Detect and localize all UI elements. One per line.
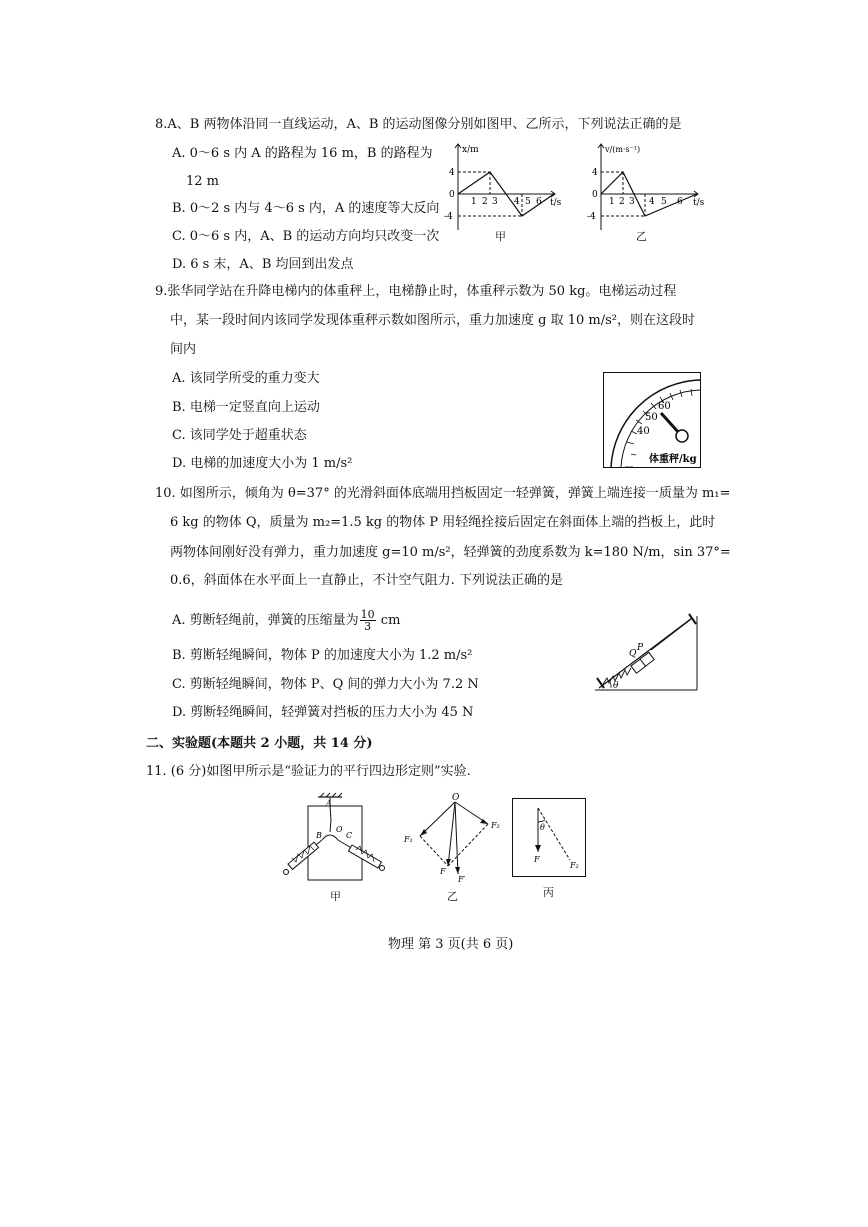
bing-label-theta: θ [540,823,545,832]
jia-tick-5: 5 [525,197,531,207]
yi-tick-neg4: -4 [587,212,596,222]
q10-stem-line1: 10. 如图所示，倾角为 θ=37° 的光滑斜面体底端用挡板固定一轻弹簧，弹簧上端连接一质量为 m₁= [155,486,731,501]
q8-graph-yi [583,140,713,240]
q8-graph-jia [440,140,570,240]
q10-option-d: D. 剪断轻绳瞬间，轻弹簧对挡板的压力大小为 45 N [172,705,474,720]
yi-tick-5: 5 [661,197,667,207]
q9-option-c: C. 该同学处于超重状态 [172,428,307,443]
q10-option-a [172,609,400,632]
yi-tick-2: 2 [619,197,625,207]
yi-label-o: O [452,793,460,803]
section-experiment-title: 二、实验题(本题共 2 小题，共 14 分) [146,736,373,751]
bing-label-f2: F₂ [570,861,579,870]
q8-option-c: C. 0～6 s 内，A、B 的运动方向均只改变一次 [172,229,440,244]
q11-caption-jia: 甲 [330,890,341,903]
q11-figure-yi [400,792,510,884]
q10-stem-line2: 6 kg 的物体 Q，质量为 m₂=1.5 kg 的物体 P 用轻绳拴接后固定在斜面体上端的挡板上，此时 [170,515,716,530]
q8-stem: 8.A、B 两物体沿同一直线运动，A、B 的运动图像分别如图甲、乙所示，下列说法正确的是 [155,117,682,132]
fraction-numerator: 10 [360,608,375,621]
q10-option-b: B. 剪断轻绳瞬间，物体 P 的加速度大小为 1.2 m/s² [172,648,473,663]
yi-ylabel: v/(m·s⁻¹) [605,145,641,154]
jia-tick-3: 3 [492,197,498,207]
q9-scale-figure [603,372,701,468]
scale-num-40: 40 [637,426,650,437]
jia-label-c: C [346,831,353,840]
jia-label-b: B [316,831,322,840]
yi-label-f: F [440,867,446,876]
incline-label-theta: θ [613,681,619,691]
q11-caption-bing: 丙 [543,886,554,899]
q8-option-b: B. 0～2 s 内与 4～6 s 内，A 的速度等大反向 [172,201,440,216]
page-footer: 物理 第 3 页(共 6 页) [388,937,514,952]
q9-stem-line1: 9.张华同学站在升降电梯内的体重秤上，电梯静止时，体重秤示数为 50 kg。电梯运动过程 [155,284,677,299]
q9-option-b: B. 电梯一定竖直向上运动 [172,400,320,415]
q10-stem-line4: 0.6，斜面体在水平面上一直静止，不计空气阻力. 下列说法正确的是 [170,573,563,588]
q10-option-a-fraction [360,609,376,632]
yi-tick-6: 6 [677,197,683,207]
jia-tick-2: 2 [482,197,488,207]
q9-option-a: A. 该同学所受的重力变大 [172,371,320,386]
q8-caption-jia: 甲 [495,230,506,243]
jia-tick-1: 1 [471,197,477,207]
jia-label-a: A [326,799,332,808]
incline-label-p: P [637,643,644,653]
q9-option-d: D. 电梯的加速度大小为 1 m/s² [172,456,353,471]
q11-caption-yi: 乙 [447,890,458,903]
yi-xlabel: t/s [693,198,705,208]
yi-tick-4: 4 [592,168,598,178]
q10-option-c: C. 剪断轻绳瞬间，物体 P、Q 间的弹力大小为 7.2 N [172,677,479,692]
jia-label-o: O [336,825,343,834]
jia-tick-4: 4 [449,168,455,178]
yi-tick-1: 1 [609,197,615,207]
scale-label: 体重秤/kg [649,454,697,465]
scale-num-50: 50 [645,412,658,423]
jia-tick-neg4: -4 [444,212,453,222]
jia-tick-4x: 4 [514,197,520,207]
q11-figure-bing [512,798,588,880]
q10-option-a-text: A. 剪断轻绳前，弹簧的压缩量为 [172,613,359,628]
yi-label-f2: F₂ [491,821,500,830]
yi-tick-3: 3 [629,197,635,207]
yi-tick-4x: 4 [649,197,655,207]
incline-label-q: Q [629,649,637,659]
q8-caption-yi: 乙 [636,230,647,243]
scale-num-60: 60 [658,401,671,412]
bing-label-f: F [534,855,540,864]
jia-xlabel: t/s [550,198,562,208]
jia-tick-0: 0 [449,190,455,200]
yi-label-fprime: F′ [458,875,466,884]
jia-tick-6: 6 [536,197,542,207]
q8-option-a: A. 0～6 s 内 A 的路程为 16 m，B 的路程为 [172,146,433,161]
q8-option-a-cont: 12 m [186,174,220,189]
q9-stem-line2: 中，某一段时间内该同学发现体重秤示数如图所示，重力加速度 g 取 10 m/s²，则在这段时 [170,313,695,328]
q8-option-d: D. 6 s 末，A、B 均回到出发点 [172,257,354,272]
q10-stem-line3: 两物体间刚好没有弹力，重力加速度 g=10 m/s²，轻弹簧的劲度系数为 k=180 N/m，sin 37°= [170,545,731,560]
q10-option-a-unit: cm [376,613,401,628]
q10-incline-figure [593,600,703,696]
yi-label-f1: F₁ [404,835,413,844]
q11-stem: 11. (6 分)如图甲所示是“验证力的平行四边形定则”实验. [146,764,471,779]
q11-figure-jia [278,792,388,884]
q9-stem-line3: 间内 [170,342,197,357]
jia-ylabel: x/m [462,145,479,155]
yi-tick-0: 0 [592,190,598,200]
fraction-denominator: 3 [364,620,372,633]
